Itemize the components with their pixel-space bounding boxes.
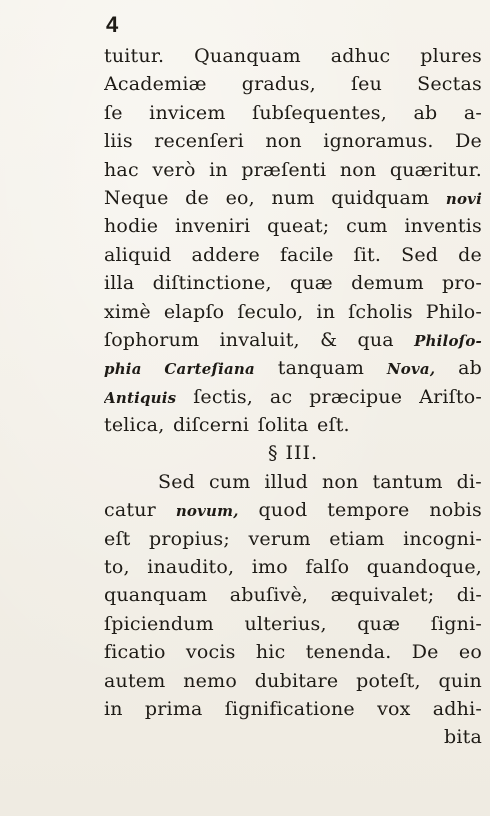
word: Sed (158, 470, 196, 493)
word: vox (377, 697, 411, 720)
word: dubitare (254, 669, 339, 692)
word: diſcerni (173, 414, 250, 437)
word: incogni- (403, 527, 482, 550)
text-line (104, 581, 482, 609)
word: præcipue (309, 385, 403, 408)
word: ab (458, 357, 482, 380)
section-heading (104, 439, 482, 467)
text-line (104, 553, 482, 581)
word: Quanquam (194, 45, 301, 67)
word: inventis (404, 215, 482, 238)
text-line (104, 241, 482, 269)
word: De (455, 130, 482, 153)
word: addere (191, 243, 260, 266)
word: propius; (149, 527, 230, 550)
word: Ariſto- (419, 385, 482, 408)
text-line (104, 326, 482, 354)
word: tuitur. (104, 45, 165, 67)
word: di- (456, 470, 482, 493)
text-line (104, 212, 482, 240)
text-line (104, 99, 482, 127)
word: di- (456, 584, 482, 607)
text-line (104, 383, 482, 411)
italic-word: novi (445, 189, 482, 208)
text-line (104, 667, 482, 695)
word: invicem (149, 101, 226, 124)
word: qua (357, 328, 394, 351)
word: tantum (372, 470, 443, 493)
word: ſignificatione (224, 697, 355, 720)
word: facile (279, 243, 334, 266)
body-text (104, 42, 482, 752)
word: imo (251, 556, 288, 579)
word: de (458, 243, 482, 266)
word: ſectis, (193, 385, 254, 408)
text-line (104, 269, 482, 297)
word: verum (248, 527, 311, 550)
word: to, (104, 556, 130, 579)
word: quod (258, 499, 308, 522)
word: inveniri (174, 215, 251, 238)
italic-word: phia (104, 360, 142, 379)
text-line (104, 127, 482, 155)
word: ac (269, 385, 293, 408)
word: hic (255, 641, 286, 664)
text-line (104, 723, 482, 751)
text-line (104, 42, 482, 70)
text-line (104, 156, 482, 184)
word: nobis (429, 499, 482, 522)
word: non (321, 470, 359, 493)
word: falſo (305, 556, 350, 579)
word: adhi- (432, 697, 482, 720)
word: ficatio (104, 641, 166, 664)
word: verò (152, 158, 196, 181)
word: Sed (401, 243, 439, 266)
italic-word: Nova, (386, 360, 436, 379)
word: præſenti (241, 158, 327, 181)
word: quæritur. (389, 158, 482, 181)
word: autem (104, 669, 166, 692)
word: quin (438, 669, 482, 692)
word: ſolita (257, 414, 309, 437)
word: tenenda. (305, 641, 392, 664)
word: ſophorum (104, 328, 200, 351)
word: cum (208, 470, 251, 493)
word: ab (413, 101, 438, 124)
text-line (104, 354, 482, 382)
word: quæ (357, 612, 401, 635)
word: bita (443, 726, 482, 749)
word: tanquam (277, 357, 365, 380)
word: aliquid (104, 243, 172, 266)
word: num (271, 186, 315, 209)
text-line (104, 695, 482, 723)
text-line (104, 468, 482, 496)
page-number: 4 (106, 12, 119, 37)
word: in (316, 300, 336, 323)
word: a- (463, 101, 482, 124)
word: etiam (329, 527, 385, 550)
word: ſe (104, 101, 123, 124)
text-line (104, 496, 482, 524)
word: gradus, (241, 73, 316, 96)
word: Sectas (417, 73, 482, 96)
word: adhuc (330, 45, 391, 67)
word: telica, (104, 414, 165, 437)
word: in (104, 697, 123, 720)
word: inaudito, (147, 556, 235, 579)
word: non (339, 158, 377, 181)
word: cum (346, 215, 388, 238)
italic-word: Philoſo- (414, 331, 482, 350)
word: eo, (225, 186, 255, 209)
word: & (320, 328, 338, 351)
text-line (104, 610, 482, 638)
text-line (104, 184, 482, 212)
word: quandoque, (366, 556, 482, 579)
word: De (411, 641, 439, 664)
word: Neque (104, 186, 169, 209)
word: ſpiciendum (104, 612, 214, 635)
word: § III. (267, 442, 319, 465)
word: liis (104, 130, 133, 153)
word: ſeculo, (237, 300, 304, 323)
italic-word: novum, (175, 502, 239, 521)
text-line (104, 70, 482, 98)
word: plures (420, 45, 482, 67)
text-line (104, 525, 482, 553)
word: ignoramus. (323, 130, 434, 153)
word: illa (104, 272, 135, 295)
word: Philo- (425, 300, 482, 323)
word: pro- (442, 272, 482, 295)
word: ſeu (350, 73, 383, 96)
text-line (104, 298, 482, 326)
word: tempore (327, 499, 410, 522)
word: ſubſequentes, (252, 101, 387, 124)
word: diſtinctione, (152, 272, 272, 295)
word: in (209, 158, 228, 181)
word: quæ (290, 272, 333, 295)
word: quidquam (331, 186, 430, 209)
word: æquivalet; (330, 584, 435, 607)
word: abuſivè, (229, 584, 309, 607)
word: catur (104, 499, 156, 522)
word: illud (264, 470, 309, 493)
word: eſt. (317, 414, 350, 437)
word: ſcholis (348, 300, 413, 323)
word: vocis (185, 641, 236, 664)
word: recenſeri (154, 130, 244, 153)
text-line (104, 411, 482, 439)
word: ulterius, (244, 612, 327, 635)
word: hodie (104, 215, 159, 238)
word: nemo (183, 669, 237, 692)
word: eo (458, 641, 482, 664)
word: demum (351, 272, 424, 295)
word: ſit. (353, 243, 382, 266)
word: Academiæ (104, 73, 207, 96)
word: non (265, 130, 302, 153)
word: prima (144, 697, 203, 720)
word: invaluit, (219, 328, 300, 351)
italic-word: Antiquis (104, 388, 177, 407)
word: ximè (104, 300, 151, 323)
word: de (185, 186, 209, 209)
word: eſt (104, 527, 131, 550)
word: elapſo (163, 300, 225, 323)
word: hac (104, 158, 139, 181)
italic-word: Carteſiana (164, 360, 255, 379)
word: quanquam (104, 584, 208, 607)
word: poteſt, (356, 669, 421, 692)
text-line (104, 638, 482, 666)
word: ſigni- (430, 612, 482, 635)
word: queat; (267, 215, 330, 238)
